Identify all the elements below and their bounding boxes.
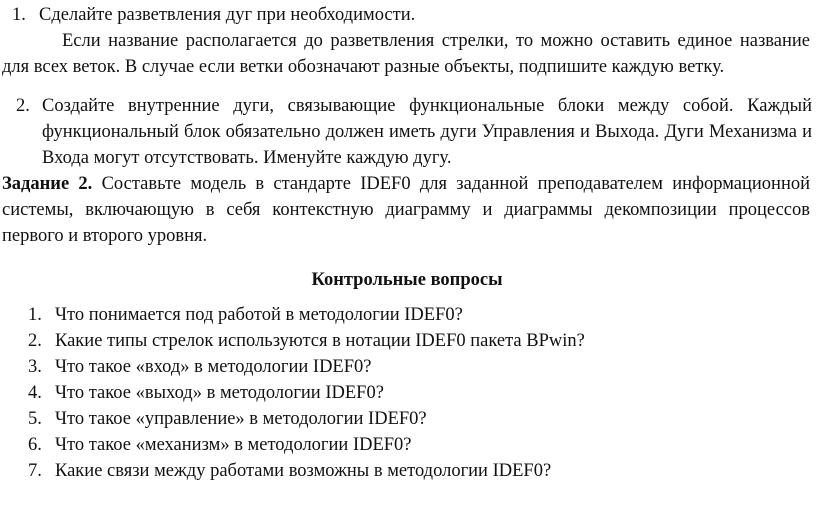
item-text: Какие типы стрелок используются в нотации IDEF0 пакета BPwin? (55, 331, 585, 351)
item-text: Что понимается под работой в методологии IDEF0? (55, 305, 463, 325)
list-item (28, 432, 812, 458)
item-text: Что такое «выход» в методологии IDEF0? (55, 383, 384, 403)
item-number: 3. (28, 357, 42, 377)
questions-list (2, 302, 812, 484)
task-paragraph (2, 171, 810, 249)
list-item (28, 458, 812, 484)
questions-heading: Контрольные вопросы (311, 270, 503, 290)
item-number: 2. (16, 96, 30, 116)
item-number: 1. (12, 5, 26, 25)
item-text: Создайте внутренние дуги, связывающие функциональные блоки между собой. Каждый функциональный блок обязательно должен иметь дуги Управления и Выхода. Дуги Механизма и Входа могут отсутствовать. Именуйте каждую дугу. (42, 96, 812, 168)
instruction-item-2 (2, 93, 812, 171)
list-item (28, 354, 812, 380)
item-number: 2. (28, 331, 42, 351)
list-item (28, 302, 812, 328)
item-text: Что такое «вход» в методологии IDEF0? (55, 357, 372, 377)
item-heading: Сделайте разветвления дуг при необходимости. (39, 5, 416, 25)
instruction-paragraph: Если название располагается до разветвления стрелки, то можно оставить единое название для всех веток. В случае если ветки обозначают разные объекты, подпишите каждую ветку. (2, 31, 810, 77)
task-text: Составьте модель в стандарте IDEF0 для заданной преподавателем информационной системы, включающую в себя контекстную диаграмму и диаграммы декомпозиции процессов первого и второго уровня. (2, 174, 811, 246)
item-number: 5. (28, 409, 42, 429)
item-text: Какие связи между работами возможны в методологии IDEF0? (55, 461, 552, 481)
list-item (28, 380, 812, 406)
task-label: Задание 2. (2, 174, 93, 194)
item-number: 6. (28, 435, 42, 455)
list-item (28, 406, 812, 432)
list-item (28, 328, 812, 354)
item-text: Что такое «управление» в методологии IDEF0? (55, 409, 427, 429)
item-number: 1. (28, 305, 42, 325)
instruction-item-1 (2, 2, 812, 28)
item-number: 4. (28, 383, 42, 403)
item-text: Что такое «механизм» в методологии IDEF0? (55, 435, 412, 455)
item-number: 7. (28, 461, 42, 481)
